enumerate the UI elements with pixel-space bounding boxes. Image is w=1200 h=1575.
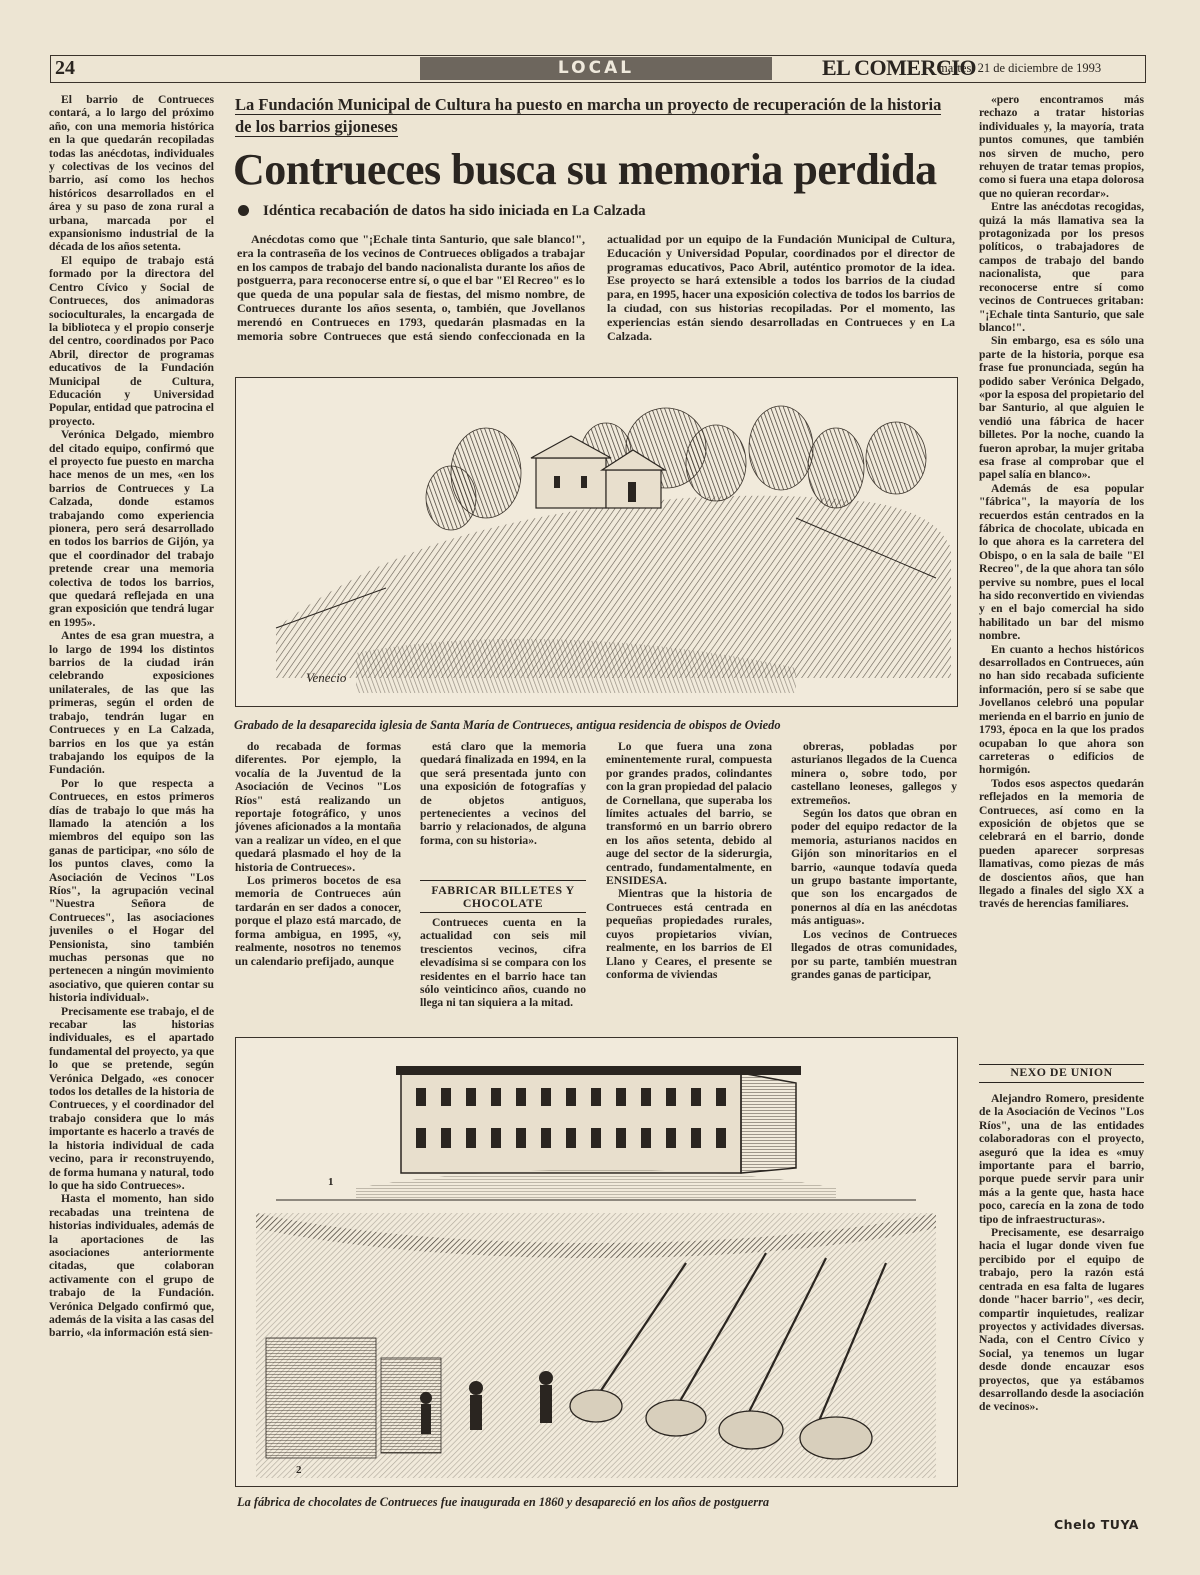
masthead: EL COMERCIO [822,55,977,80]
box-rule [420,912,586,913]
subheadline: Idéntica recabación de datos ha sido iniciada en La Calzada [238,201,646,221]
paragraph: Lo que fuera una zona eminentemente rural, compuesta por grandes prados, colindantes con la gran propiedad del palacio de Cornellana, que superaba los límites actuales del barrio, se transformó en un barrio obrero en los años setenta, debido al auge del sector de la siderurgia, centrado, fundamentalmente, en ENSIDESA. [606,740,772,888]
paragraph: Hasta el momento, han sido recabadas una treintena de historias individuales, además de la aportaciones de las asociaciones anteriormente citadas, que colaboran activamente con el grupo de trabajo de la Fundación. Verónica Delgado confirmó que, además de la visita a las casas del barrio, «la información está sien- [49,1192,214,1340]
engraving-signature: Venecio [306,670,347,685]
paragraph: «pero encontramos más rechazo a tratar historias individuales y, la mayoría, trata puntos comunes, que también nos sirven de mucho, pero rehuyen de tratar temas propios, como si fuera una etapa dolorosa que no quieran recordar». [979,93,1144,200]
church-engraving [235,377,958,707]
page-number: 24 [55,57,75,79]
paragraph: En cuanto a hechos históricos desarrollados en Contrueces, aún no han sido recabada suficiente información, pero sí se sabe que Jovellanos celebró una popular merienda en el barrio en junio de 1793, época en la que los prados ocupaban lo que ahora son carreteras o edificios de hormigón. [979,642,1144,777]
paragraph: obreras, pobladas por asturianos llegados de la Cuenca minera o, sobre todo, por castellano leoneses, gallegos y extremeños. [791,740,957,807]
box-rule [420,880,586,881]
middle-column-1 [235,740,401,1035]
section-label: LOCAL [420,57,772,80]
paragraph: Por lo que respecta a Contrueces, en estos primeros días de trabajo lo que más ha llamado la atención a los miembros del equipo son las ganas de participar, «no sólo de los puntos claves, como la Asociación de Vecinos "Los Ríos", la agrupación vecinal "Nuestra Señora de Contrueces", las asociaciones juveniles o el Hogar del Pensionista, sino también muchas personas que no pertenecen a ningún movimiento asociativo, que quieren contar su historia individual». [49,776,214,1005]
paragraph: Además de esa popular "fábrica", la mayoría de los recuerdos están centrados en la fábrica de chocolate, ubicada en lo que ahora es la carretera del Obispo, o en la sala de baile "El Recreo", de la que ahora tan sólo pervive su nombre, pues el local ha sido reconvertido en viviendas y en el bajo comercial ha sido habilitado un bar del mismo nombre. [979,481,1144,643]
kicker: La Fundación Municipal de Cultura ha puesto en marcha un proyecto de recuperación de la historia de los barrios gijoneses [235,95,942,136]
plate-number-2: 2 [296,1464,302,1476]
paragraph: do recabada de formas diferentes. Por ejemplo, la vocalía de la Juventud de la Asociación de Vecinos "Los Ríos" está realizando un reportaje fotográfico, y unos jóvenes aficionados a la montaña van a realizar un vídeo, en el que quedará plasmado el hoy de la historia de Contrueces». [235,740,401,874]
middle-column-4 [791,740,957,1035]
paragraph: Alejandro Romero, presidente de la Asociación de Vecinos "Los Ríos", una de las entidades colaboradoras con el proyecto, aseguró que la idea es «muy importante para el barrio, porque puede servir para unir más a la gente que, hasta hace poco, carecía en la zona de todo tipo de infraestructuras». [979,1092,1144,1226]
headline: Contrueces busca su memoria perdida [233,145,937,194]
factory-caption: La fábrica de chocolates de Contrueces fue inaugurada en 1860 y desapareció en los años de postguerra [237,1495,770,1509]
box-rule [979,1082,1144,1083]
middle-column-2-top [420,740,586,880]
paragraph: Contrueces cuenta en la actualidad con seis mil trescientos vecinos, cifra elevadísima si se compara con los residentes en el barrio hace tan sólo veinticinco años, cuando no llega ni tan siquiera a la mitad. [420,916,586,1010]
bullet-icon [238,205,249,216]
box-heading-billetes: FABRICAR BILLETES Y CHOCOLATE [431,883,575,910]
article-lead [237,233,955,371]
paragraph: Mientras que la historia de Contrueces está centrada en pequeñas propiedades rurales, cuyos propietarios vivían, realmente, en los barrios de El Llano y Ceares, el presente se conforma de viviendas [606,887,772,981]
church-caption: Grabado de la desaparecida iglesia de Santa María de Contrueces, antigua residencia de obispos de Oviedo [234,718,781,732]
paragraph: El barrio de Contrueces contará, a lo largo del próximo año, con una memoria histórica en la que quedarán recopiladas todas las anécdotas, individuales y colectivas de los vecinos del barrio, así como los hechos históricos desarrollados en el área y su paso de zona rural a urbana, marcada por el expansionismo industrial de la década de los años setenta. [49,93,214,254]
left-column [49,93,214,1513]
paragraph: Según los datos que obran en poder del equipo redactor de la memoria, asturianos nacidos en Gijón son minoritarios en el barrio, «aunque todavía queda un grupo bastante importante, que son los encargados de ponernos al día en las anécdotas más antiguas». [791,807,957,928]
byline: Chelo TUYA [1054,1517,1139,1532]
paragraph: está claro que la memoria quedará finalizada en 1994, en la que será presentada junto con una exposición de fotografías y de objetos antiguos, pertenecientes a vecinos del barrio y relacionados, de alguna forma, con su historia». [420,740,586,847]
issue-date: martes, 21 de diciembre de 1993 [938,61,1102,75]
paragraph: Los vecinos de Contrueces llegados de otras comunidades, por su parte, también muestran grandes ganas de participar, [791,927,957,981]
right-column [979,93,1144,1063]
box-heading-nexo: NEXO DE UNION [1010,1065,1113,1079]
paragraph: Anécdotas como que "¡Echale tinta Santurio, que sale blanco!", era la contraseña de los vecinos de Contrueces obligados a trabajar en los campos de trabajo del bando nacionalista durante los años de postguerra, para reconocerse entre sí, o que el bar "El Recreo" es lo que queda de una popular sala de fiestas, del mismo nombre, de Contrueces durante los años sesenta, o, también, que Jovellanos merendó en Contrueces en 1793, quedarán plasmadas en la memoria sobre Contrueces que está siendo confeccionada en la actualidad por un equipo de la Fundación Municipal de Cultura, Educación y Universidad Popular, coordinados por el director de programas educativos, Paco Abril, auténtico promotor de la idea. Ese proyecto se hará extensible a todos los barrios de la ciudad para, en 1995, hacer una exposición colectiva de todos los barrios de la ciudad, con sus historias recopiladas. Por el momento, las experiencias están siendo desarrolladas en Contrueces y en La Calzada. [237,233,955,343]
paragraph: Precisamente, ese desarraigo hacia el lugar donde viven fue percibido por el equipo de trabajo, pero la razón está centrada en esa falta de lugares donde "hacer barrio", «es decir, compartir inquietudes, realizar proyectos y actividades diversas. Nada, con el Centro Cívico y Social, ya tenemos un lugar desde donde encauzar esos proyectos, que ya estábamos desarrollando desde la asociación de vecinos». [979,1226,1144,1414]
plate-number-1: 1 [328,1176,334,1188]
paragraph: Los primeros bocetos de esa memoria de Contrueces aún tardarán en ser dados a conocer, porque el plazo está marcado, de forma ambigua, en 1995, «y, realmente, nosotros no tenemos un calendario prefijado, aunque [235,874,401,968]
middle-column-3 [606,740,772,1035]
middle-column-2-bottom [420,916,586,1034]
church-illustration [236,378,957,706]
paragraph: Verónica Delgado, miembro del citado equipo, confirmó que el proyecto fue puesto en marcha hace menos de un mes, «en los barrios de Contrueces y La Calzada, donde estamos trabajando como experiencia pionera, pero será desarrollado en todos los barrios de Gijón, ya que el coordinador del trabajo pretende crear una memoria colectiva de todos los barrios, que quedará reflejada en una gran exposición que tendrá lugar en 1995». [49,428,214,629]
right-column-bottom [979,1092,1144,1517]
factory-engraving [235,1037,958,1487]
paragraph: Entre las anécdotas recogidas, quizá la más llamativa sea la protagonizada por los presos políticos, o trabajadores de campos de trabajo del bando nacionalista, que para reconocerse entre sí como vecinos de Contrueces gritaban: "¡Echale tinta Santurio, que sale blanco!". [979,200,1144,334]
factory-illustration [236,1038,957,1486]
paragraph: Todos esos aspectos quedarán reflejados en la memoria de Contrueces, así como en la exposición de objetos que se celebrará en el barrio, donde pueden aparecer sorpresas llamativas, como piezas de más de doscientos años, que han llegado a finales del siglo XX a través de herencias familiares. [979,776,1144,911]
paragraph: Antes de esa gran muestra, a lo largo de 1994 los distintos barrios de la ciudad irán celebrando exposiciones unilaterales, de las que las primeras, según el orden de trabajo, tendrán lugar en Contrueces y en La Calzada, barrios en los que ya están trabajando los equipos de la Fundación. [49,629,214,777]
paragraph: Precisamente ese trabajo, el de recabar las historias individuales, es el apartado fundamental del proyecto, ya que lo que se pretende, según Verónica Delgado, «es conocer todos los detalles de la historia de Contrueces, y el coordinador del trabajo considera que lo más importante es hacerlo a través de la historia individual de cada vecino, para ir reconstruyendo, de forma humana y natural, todo lo que ha sido Contrueces». [49,1004,214,1192]
paragraph: El equipo de trabajo está formado por la directora del Centro Cívico y Social de Contrueces, dos animadoras socioculturales, la encargada de la biblioteca y el propio conserje del centro, coordinados por Paco Abril, director de programas educativos de la Fundación Municipal de Cultura, Educación y Universidad Popular, entidad que patrocina el proyecto. [49,253,214,428]
paragraph: Sin embargo, esa es sólo una parte de la historia, porque esa frase fue pronunciada, según ha podido saber Verónica Delgado, «por la esposa del propietario del bar Santurio, al que alguien le vendió una fábrica de hacer billetes. Por la noche, cuando la fueron aprobar, la mujer gritaba esa frase al comprobar que el papel salía en blanco». [979,334,1144,482]
